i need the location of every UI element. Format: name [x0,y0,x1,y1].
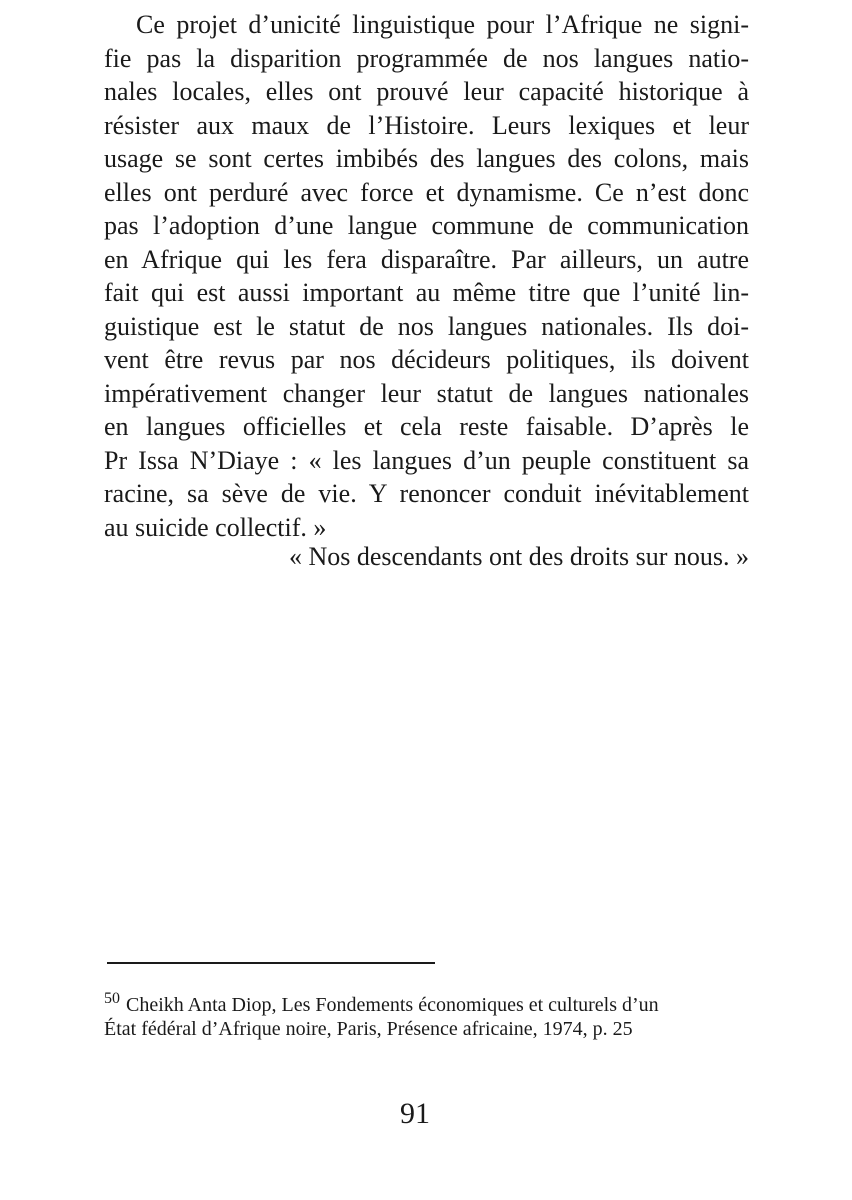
footnote-text: Cheikh Anta Diop, Les Fondements économiques et culturels d’un [126,994,659,1016]
paragraph-line: racine, sa sève de vie. Y renoncer conduit inévitablement [104,479,749,508]
paragraph-line: fie pas la disparition programmée de nos langues natio- [104,43,749,73]
paragraph-line: impérativement changer leur statut de langues nationales [104,378,749,408]
paragraph-line: fait qui est aussi important au même titre que l’unité lin- [104,278,749,307]
paragraph-line: résister aux maux de l’Histoire. Leurs lexiques et leur [104,110,749,140]
paragraph-line: Ce projet d’unicité linguistique pour l’Afrique ne signi- [136,10,749,39]
page-number: 91 [400,1097,430,1130]
footnote [104,984,749,1044]
paragraph-line: en langues officielles et cela reste faisable. D’après le [104,412,749,441]
footnote-line: État fédéral d’Afrique noire, Paris, Présence africaine, 1974, p. 25 [104,1018,633,1040]
footnote-divider [107,962,435,964]
paragraph-line: vent être revus par nos décideurs politiques, ils doivent [104,345,749,374]
footnote-number: 50 [104,990,120,1007]
paragraph-line: nales locales, elles ont prouvé leur capacité historique à [104,77,749,106]
paragraph-line: au suicide collectif. » [104,512,327,542]
paragraph-line: pas l’adoption d’une langue commune de communication [104,211,749,240]
paragraph-line: en Afrique qui les fera disparaître. Par ailleurs, un autre [104,244,749,274]
footnote-line [104,984,749,1014]
epigraph-quote: « Nos descendants ont des droits sur nous. » [288,542,749,571]
paragraph-line: usage se sont certes imbibés des langues des colons, mais [104,144,749,173]
paragraph-line: guistique est le statut de nos langues nationales. Ils doi- [104,311,749,341]
body-paragraph [104,8,749,544]
paragraph-line: Pr Issa N’Diaye : « les langues d’un peuple constituent sa [104,445,749,475]
paragraph-line: elles ont perduré avec force et dynamisme. Ce n’est donc [104,177,749,207]
